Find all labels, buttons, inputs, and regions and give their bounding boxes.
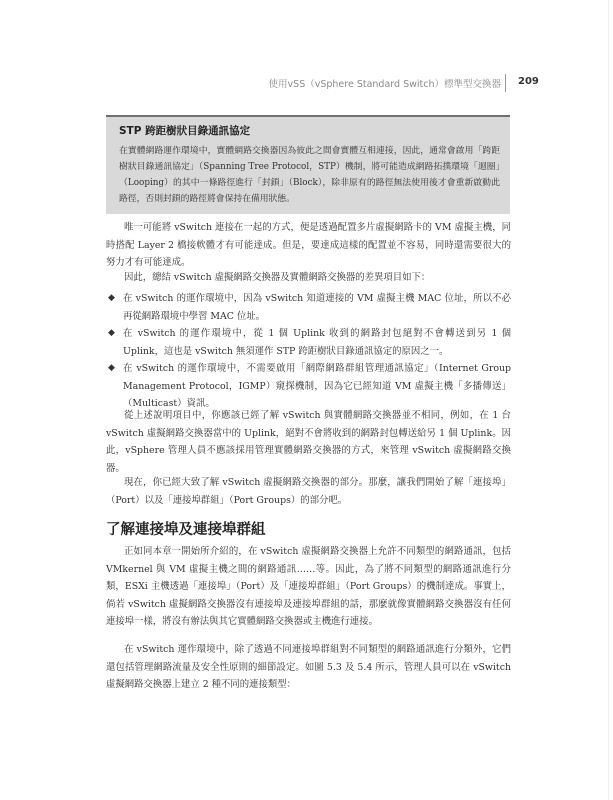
paragraph-4: 現在，你已經大致了解 vSwitch 虛擬網路交換器的部分。那麼，讓我們開始了解「連接埠」（Port）以及「連接埠群組」（Port Groups）的部分吧。 <box>106 477 511 506</box>
running-head: 使用vSS（vSphere Standard Switch）標準型交換器 <box>268 79 501 90</box>
paragraph-2: 因此，總結 vSwitch 虛擬網路交換器及實體網路交換器的差異項目如下： <box>124 272 431 283</box>
sidebar-note-box <box>106 115 510 214</box>
paragraph-6: 在 vSwitch 運作環境中，除了透過不同連接埠群組對不同類型的網路通訊進行分類外，它們還包括管理網路流量及安全性原則的細節設定。如圖 5.3 及 5.4 所示，管理人員可以在 vSwitch 虛擬網路交換器上建立 2 種不同的連接類型： <box>106 644 511 690</box>
paragraph-5: 正如同本章一開始所介紹的，在 vSwitch 虛擬網路交換器上允許不同類型的網路通訊，包括 VMkernel 與 VM 虛擬主機之間的網路通訊……等。因此，為了將不同類型的網路通訊進行分類，ESXi 主機透過「連接埠」（Port）及「連接埠群組」（Port Groups）的機制達成。事實上，倘若 vSwitch 虛擬網路交換器沒有連接埠及連接埠群組的話，那麼就像實體網路交換器沒有任何連接埠一樣，將沒有辦法與其它實體網路交換器或主機進行連接。 <box>106 546 511 627</box>
list-item-text: 在 vSwitch 的運作環境中，從 1 個 Uplink 收到的網路封包絕對不會轉送到另 1 個 Uplink，這也是 vSwitch 無須運作 STP 跨距樹狀目錄通訊協定的原因之一。 <box>123 328 511 357</box>
section-heading: 了解連接埠及連接埠群組 <box>106 522 266 538</box>
page-header <box>0 74 613 94</box>
list-item-text: 在 vSwitch 的運作環境中，因為 vSwitch 知道連接的 VM 虛擬主機 MAC 位址，所以不必再從網路環境中學習 MAC 位址。 <box>123 293 511 322</box>
sidebar-top-rule <box>106 115 510 117</box>
list-item-text: 在 vSwitch 的運作環境中，不需要啟用「網際網路群組管理通訊協定」（Internet Group Management Protocol，IGMP）窺探機制，因為它已經知道 VM 虛擬主機「多播傳送」（Multicast）資訊。 <box>123 363 511 409</box>
page-edge <box>608 0 609 800</box>
header-divider <box>505 74 506 92</box>
paragraph-1: 唯一可能將 vSwitch 連接在一起的方式，便是透過配置多片虛擬網路卡的 VM 虛擬主機，同時搭配 Layer 2 橋接軟體才有可能達成。但是，要達成這樣的配置並不容易，同時還需要很大的努力才有可能達成。 <box>106 222 511 268</box>
list-item <box>106 290 511 325</box>
bullet-icon: ◆ <box>108 293 115 303</box>
page-number: 209 <box>518 76 539 87</box>
list-item <box>106 325 511 360</box>
difference-list <box>106 290 511 413</box>
sidebar-title: STP 跨距樹狀目錄通訊協定 <box>119 125 251 137</box>
bullet-icon: ◆ <box>108 363 115 373</box>
bullet-icon: ◆ <box>108 328 115 338</box>
list-item <box>106 360 511 413</box>
sidebar-body: 在實體網路運作環境中，實體網路交換器因為彼此之間會實體互相連接，因此，通常會啟用「跨距樹狀目錄通訊協定」（Spanning Tree Protocol，STP）機制，將可能造成網路拓撲環境「迴圈」（Looping）的其中一條路徑進行「封鎖」（Block），除非原有的路徑無法使用後才會重新啟動此路徑，否則封鎖的路徑將會保持在備用狀態。 <box>119 146 500 204</box>
paragraph-3: 從上述說明項目中，你應該已經了解 vSwitch 與實體網路交換器並不相同，例如，在 1 台 vSwitch 虛擬網路交換器當中的 Uplink，絕對不會將收到的網路封包轉送給另 1 個 Uplink。因此，vSphere 管理人員不應該採用管理實體網路交換器的方式，來管理 vSwitch 虛擬網路交換器。 <box>106 410 511 474</box>
